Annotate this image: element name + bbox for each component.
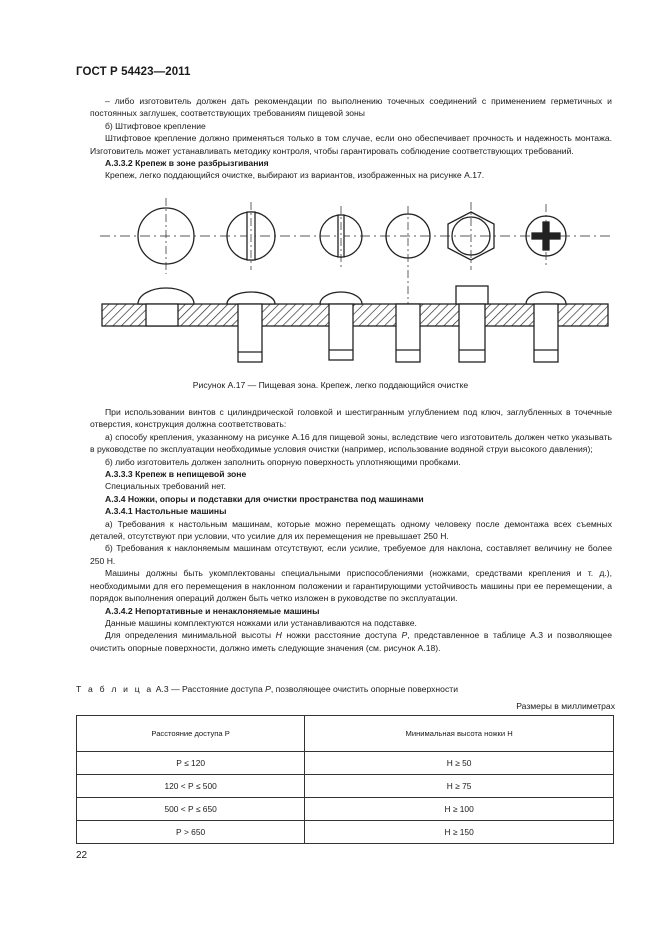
page-number: 22 (76, 850, 88, 861)
screw-side-view-4 (396, 304, 420, 362)
body-text-block (90, 406, 612, 654)
fastener-figure (96, 198, 616, 373)
paragraph: б) либо изготовитель должен заполнить опорную поверхность уплотняющими пробками. (105, 456, 461, 467)
cross-head-top-view (526, 204, 566, 268)
paragraph: а) Требования к настольным машинам, которые можно перемещать одному человеку после демонтажа всех съемных деталей, отсутствуют при условии, что усилие для их перемещения не превышает 250 Н. (90, 518, 612, 542)
document-header: ГОСТ Р 54423—2011 (76, 66, 191, 78)
section-heading: А.3.4.2 Непортативные и ненаклоняемые машины (105, 605, 320, 616)
table-cell: 500 < Р ≤ 650 (77, 798, 305, 821)
screw-side-view-2 (227, 292, 275, 362)
paragraph: При использовании винтов с цилиндрической головкой и шестигранным углублением под ключ, заглубленных в точечные отверстия, конструкция должна соответствовать: (90, 407, 612, 430)
table-cell: 120 < Р ≤ 500 (77, 775, 305, 798)
socket-head-top-view (386, 206, 430, 308)
section-heading: А.3.3.2 Крепеж в зоне разбрызгивания (105, 158, 269, 169)
table-row (77, 775, 614, 798)
paragraph: Данные машины комплектуются ножками или устанавливаются на подставке. (105, 617, 417, 628)
table-cell: Н ≥ 100 (305, 798, 614, 821)
table-cell: Н ≥ 75 (305, 775, 614, 798)
paragraph: Специальных требований нет. (105, 481, 226, 492)
table-row (77, 752, 614, 775)
paragraph: Штифтовое крепление должно применяться только в том случае, если оно обеспечивает прочность и надежность монтажа. Изготовитель может устанавливать методику контроля, чтобы гарантировать соблюдение соответствующих требований. (90, 133, 612, 156)
dome-slotted-head-top-view (320, 206, 362, 268)
column-header: Минимальная высота ножки Н (305, 716, 614, 752)
section-heading: А.3.3.3 Крепеж в непищевой зоне (105, 469, 247, 480)
table-units: Размеры в миллиметрах (516, 701, 615, 711)
paragraph: б) Штифтовое крепление (105, 120, 206, 131)
paragraph: – либо изготовитель должен дать рекомендации по выполнению точечных соединений с применением герметичных и постоянных заглушек, соответствующих требованиям пищевой зоны (90, 96, 612, 119)
paragraph: Крепеж, легко поддающийся очистке, выбирают из вариантов, изображенных на рисунке А.17. (105, 170, 485, 181)
table-cell: Р > 650 (77, 821, 305, 844)
section-heading: А.3.4.1 Настольные машины (105, 506, 227, 517)
table-cell: Н ≥ 50 (305, 752, 614, 775)
figure-caption: Рисунок А.17 — Пищевая зона. Крепеж, легко поддающийся очистке (192, 380, 469, 390)
top-text-block (90, 95, 612, 182)
paragraph: а) способу крепления, указанному на рисунке А.16 для пищевой зоны, вследствие чего изготовитель должен четко указывать в руководстве по эксплуатации необходимые условия очистки (например, использование водяной струи высокого давления); (90, 431, 612, 455)
column-header: Расстояние доступа Р (77, 716, 305, 752)
table-row (77, 821, 614, 844)
paragraph: б) Требования к наклоняемым машинам отсутствуют, если усилие, требуемое для наклона, составляет величину не более 250 Н. (90, 543, 612, 566)
paragraph: Машины должны быть укомплектованы специальными приспособлениями (ножками, средствами крепления и т. д.), необходимыми для его перемещения в наклонном положении и гарантирующими устойчивость машины при ее перемещении, а порядок выполнения операций должен быть четко изложен в руководстве по эксплуатации. (90, 568, 612, 604)
screw-side-view-5 (456, 286, 488, 362)
table-header-row (77, 716, 614, 752)
table-row (77, 798, 614, 821)
screw-side-view-6 (526, 292, 566, 362)
paragraph: Для определения минимальной высоты Н ножки расстояние доступа Р, представленное в таблице А.3 и позволяющее очистить опорные поверхности, должно иметь следующие значения (см. рисунок А.18). (90, 630, 612, 653)
table-caption: Т а б л и ц а А.3 — Расстояние доступа Р, позволяющее очистить опорные поверхности (76, 684, 458, 694)
section-heading: А.3.4 Ножки, опоры и подставки для очистки пространства под машинами (105, 493, 424, 504)
table-cell: Р ≤ 120 (77, 752, 305, 775)
access-distance-table (76, 715, 614, 844)
table-cell: Н ≥ 150 (305, 821, 614, 844)
